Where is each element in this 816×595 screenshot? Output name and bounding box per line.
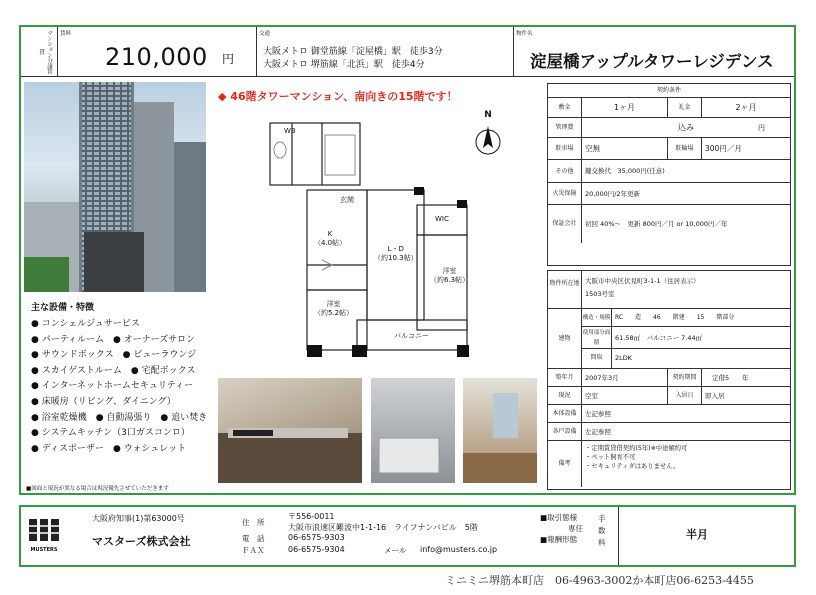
fee-label: 手数料 — [598, 514, 606, 547]
layout-value: 2LDK — [615, 354, 633, 362]
bike-label: 駐輪場 — [668, 138, 702, 159]
rent-value: 210,000 — [105, 43, 208, 71]
guarantee-value: 初回 40%〜 更新 800円／月 or 10,000円／年 — [585, 220, 728, 228]
facility-label: 本体設備 — [548, 405, 582, 422]
mgmt-unit: 円 — [758, 124, 765, 132]
feature-item: ● ディスポーザー ● ウォシュレット — [31, 443, 187, 454]
building-photo — [24, 82, 206, 292]
built-label: 築年月 — [548, 369, 582, 386]
feature-item: ● 床暖房（リビング、ダイニング） — [31, 396, 176, 407]
room1-label: 洋室 （約6.3帖） — [430, 267, 470, 284]
entrance-label: 玄関 — [340, 196, 354, 204]
rent-yen: 円 — [222, 52, 235, 66]
mgmt-value — [582, 118, 790, 137]
mgmt-label: 管理費 — [548, 118, 582, 137]
transaction-type-label: ■取引態様 — [540, 513, 578, 522]
area-label: 使用部分面積 — [582, 327, 612, 348]
store-contact-note: ミニミニ堺筋本町店 06-4963-3002か本町店06-6253-4455 — [445, 574, 754, 587]
mail-label: メール — [384, 546, 407, 555]
structure-value: RC 造 46 階建 15 階部分 — [615, 314, 735, 321]
insurance-label: 火災保険 — [548, 183, 582, 204]
fax-label: ＦＡＸ — [242, 546, 265, 555]
access-label: 交通 — [259, 31, 271, 37]
deposit-value: 1ヶ月 — [582, 98, 668, 117]
logo-text: MUSTERS — [30, 547, 58, 553]
property-name: 淀屋橋アップルタワーレジデンス — [530, 52, 774, 71]
compass-icon — [474, 120, 502, 158]
transaction-type: 専任 — [568, 524, 583, 533]
zip: 〒556-0011 — [288, 512, 335, 521]
notes — [582, 441, 790, 487]
feature-item: ● 浴室乾燥機 ● 自動湯張り ● 追い焚き — [31, 412, 208, 423]
status-label: 現況 — [548, 387, 582, 404]
feature-item: ● コンシェルジュサービス — [31, 319, 140, 329]
contract-label: 契約期間 — [668, 369, 702, 386]
mail: info@musters.co.jp — [420, 545, 498, 554]
disclaimer: ■図面と現況が異なる場合は現況優先させていただきます — [26, 486, 169, 492]
location-label: 物件所在地 — [548, 271, 582, 308]
feature-item: ● スカイゲストルーム ● 宅配ボックス — [31, 365, 196, 376]
ld-label: L・D （約10.3帖） — [374, 245, 418, 262]
notes-label: 備考 — [548, 441, 582, 487]
key-money-label: 礼金 — [668, 98, 702, 117]
note-line: ・セキュリティダはありません。 — [585, 463, 680, 470]
tel: 06-6575-9303 — [288, 533, 345, 542]
kitchen-photo — [218, 378, 362, 483]
property-name-label: 物件名 — [516, 31, 533, 37]
location-value: 大阪市中央区伏見町3-1-1（住居表示） — [585, 277, 700, 285]
license: 大阪府知事(1)第63000号 — [92, 514, 185, 523]
feature-item: ● サウンドボックス ● ビューラウンジ — [31, 350, 197, 361]
fax: 06-6575-9304 — [288, 545, 345, 554]
compass-n: N — [484, 110, 492, 120]
feature-item: ● インターネットホームセキュリティー — [31, 381, 194, 392]
bike-value: 300円／月 — [705, 144, 742, 153]
room-number: 1503号室 — [585, 290, 615, 298]
tel-label: 電 話 — [242, 534, 265, 543]
feature-item: ● システムキッチン（3口ガスコンロ） — [31, 428, 190, 439]
insurance-value: 20,000円/2年更新 — [585, 190, 641, 198]
address-label: 住 所 — [242, 518, 265, 527]
private-label: 各戸設備 — [548, 423, 582, 440]
layout-label: 間取 — [582, 349, 612, 368]
parking-value: 空無 — [582, 138, 668, 159]
feature-list — [31, 317, 207, 457]
company-name: マスターズ株式会社 — [92, 535, 191, 548]
compass — [474, 110, 502, 160]
room-photo — [463, 378, 537, 483]
fee-type-label: ■報酬形態 — [540, 535, 578, 544]
kitchen-label: K （4.0帖） — [314, 230, 347, 247]
bathroom-photo — [371, 378, 455, 483]
company-logo — [26, 516, 62, 556]
access-line-1: 大阪メトロ 御堂筋線「淀屋橋」駅 徒歩3分 — [263, 47, 443, 57]
building-illustration — [24, 82, 206, 292]
logo-icon — [26, 516, 62, 544]
facility-value: 左記参照 — [585, 410, 611, 418]
mgmt-amount: 込み — [678, 123, 694, 132]
headline: ◆ 46階タワーマンション、南向きの15階です！ — [218, 90, 458, 103]
note-line: ・ペット飼育不可 — [585, 454, 636, 461]
building-label: 建物 — [548, 309, 582, 368]
category-label: マンション分譲賃貸 — [38, 30, 52, 74]
floor-plan-drawing — [262, 105, 472, 367]
parking-label: 駐車場 — [548, 138, 582, 159]
contract-value: 定借5 年 — [712, 374, 749, 382]
private-value: 左記参照 — [585, 428, 611, 436]
address: 大阪市浪速区難波中1-1-16 ライフナンバビル 5階 — [288, 523, 478, 532]
features-title: 主な設備・特徴 — [31, 303, 95, 313]
property-table — [547, 270, 791, 490]
rent-label: 賃料 — [60, 31, 72, 37]
built-value: 2007年3月 — [582, 369, 668, 386]
terms-title: 契約条件 — [548, 84, 790, 98]
move-in-value: 即入居 — [705, 392, 725, 400]
guarantee-label: 保証会社 — [548, 205, 582, 243]
status-value: 空室 — [582, 387, 668, 404]
terms-table — [547, 83, 791, 266]
balcony-label: バルコニー — [394, 332, 429, 340]
move-in-label: 入居日 — [668, 387, 702, 404]
structure-label: 構造・規模 — [582, 309, 612, 326]
floor-plan — [262, 105, 472, 367]
fee-value: 半月 — [686, 528, 708, 541]
key-money-value: 2ヶ月 — [735, 103, 757, 112]
note-line: ・定期賃貸借契約(5年)※中途解約可 — [585, 445, 688, 452]
other-value: 鍵交換代 35,000円(任意) — [585, 167, 665, 175]
wic-label: WIC — [435, 215, 449, 223]
area-value: 61.58㎡ バルコニー 7.44㎡ — [615, 334, 703, 342]
room2-label: 洋室 （約5.2帖） — [314, 300, 354, 317]
feature-item: ● パーティルーム ● オーナーズサロン — [31, 334, 196, 345]
deposit-label: 敷金 — [548, 98, 582, 117]
wb-label: WB — [284, 127, 296, 135]
access-line-2: 大阪メトロ 堺筋線「北浜」駅 徒歩4分 — [263, 60, 425, 70]
other-label: その他 — [548, 160, 582, 182]
